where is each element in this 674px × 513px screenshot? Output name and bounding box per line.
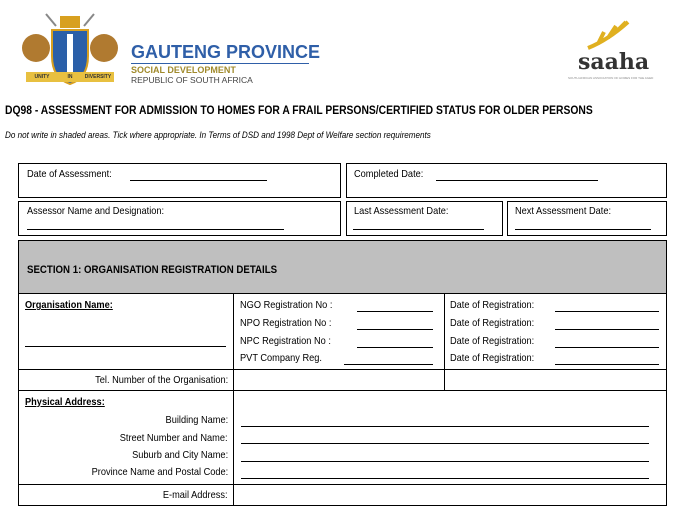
street-field[interactable]: [241, 443, 649, 444]
date-of-registration-label: Date of Registration:: [450, 352, 535, 364]
row-divider: [18, 484, 667, 485]
date-of-assessment-label: Date of Assessment:: [27, 168, 112, 180]
npo-reg-label: NPO Registration No :: [240, 317, 332, 329]
npc-reg-field[interactable]: [357, 347, 433, 348]
date-of-registration-field[interactable]: [555, 347, 659, 348]
next-assessment-label: Next Assessment Date:: [515, 205, 612, 217]
date-of-registration-label: Date of Registration:: [450, 299, 535, 311]
divider: [131, 63, 309, 64]
date-of-registration-field[interactable]: [555, 329, 659, 330]
province-name: GAUTENG PROVINCE: [131, 42, 321, 62]
building-name-label: Building Name:: [165, 414, 228, 426]
row-divider: [18, 390, 667, 391]
instructions: Do not write in shaded areas. Tick where appropriate. In Terms of DSD and 1998 Dept of Welfare section requirements: [5, 130, 431, 140]
ngo-reg-label: NGO Registration No :: [240, 299, 333, 311]
pvt-reg-field[interactable]: [344, 364, 433, 365]
row-divider: [18, 369, 667, 370]
country-name: REPUBLIC OF SOUTH AFRICA: [131, 75, 253, 85]
saaha-wordmark: saaha: [578, 49, 650, 75]
date-of-assessment-field[interactable]: [130, 180, 267, 181]
email-label: E-mail Address:: [163, 489, 228, 501]
completed-date-field[interactable]: [436, 180, 598, 181]
column-divider: [444, 294, 445, 390]
province-postal-label: Province Name and Postal Code:: [91, 466, 228, 478]
last-assessment-label: Last Assessment Date:: [354, 205, 449, 217]
form-title: DQ98 - ASSESSMENT FOR ADMISSION TO HOMES FOR A FRAIL PERSONS/CERTIFIED STATUS FOR OLDER PERSONS: [5, 103, 593, 117]
date-of-registration-field[interactable]: [555, 364, 659, 365]
crest-motto-unity: UNITY: [34, 74, 50, 80]
next-assessment-field[interactable]: [515, 229, 651, 230]
assessor-label: Assessor Name and Designation:: [27, 205, 165, 217]
gauteng-crest-logo: [16, 8, 124, 88]
date-of-registration-label: Date of Registration:: [450, 317, 535, 329]
suburb-city-field[interactable]: [241, 461, 649, 462]
crest-motto-diversity: DIVERSITY: [84, 74, 112, 80]
last-assessment-field[interactable]: [353, 229, 484, 230]
org-name-field[interactable]: [25, 346, 226, 347]
building-name-field[interactable]: [241, 426, 649, 427]
tel-label: Tel. Number of the Organisation:: [94, 374, 228, 386]
street-label: Street Number and Name:: [120, 432, 228, 444]
completed-date-label: Completed Date:: [354, 168, 424, 180]
tel-field[interactable]: [235, 371, 443, 389]
crest-motto-in: IN: [67, 74, 73, 80]
npc-reg-label: NPC Registration No :: [240, 335, 331, 347]
email-field[interactable]: [235, 486, 665, 504]
date-of-registration-label: Date of Registration:: [450, 335, 535, 347]
department-name: SOCIAL DEVELOPMENT: [131, 65, 236, 75]
physical-address-label: Physical Address:: [25, 396, 105, 408]
assessor-field[interactable]: [27, 229, 284, 230]
column-divider: [233, 294, 234, 506]
saaha-logo: [568, 20, 668, 84]
suburb-city-label: Suburb and City Name:: [131, 449, 228, 461]
ngo-reg-field[interactable]: [357, 311, 433, 312]
npo-reg-field[interactable]: [357, 329, 433, 330]
section1-heading: SECTION 1: ORGANISATION REGISTRATION DETAILS: [27, 264, 278, 276]
org-name-label: Organisation Name:: [25, 299, 113, 311]
province-postal-field[interactable]: [241, 478, 649, 479]
saaha-tagline: SOUTH AFRICAN ASSOCIATION OF HOMES FOR THE AGED: [568, 76, 654, 80]
pvt-reg-label: PVT Company Reg.: [240, 352, 323, 364]
date-of-registration-field[interactable]: [555, 311, 659, 312]
